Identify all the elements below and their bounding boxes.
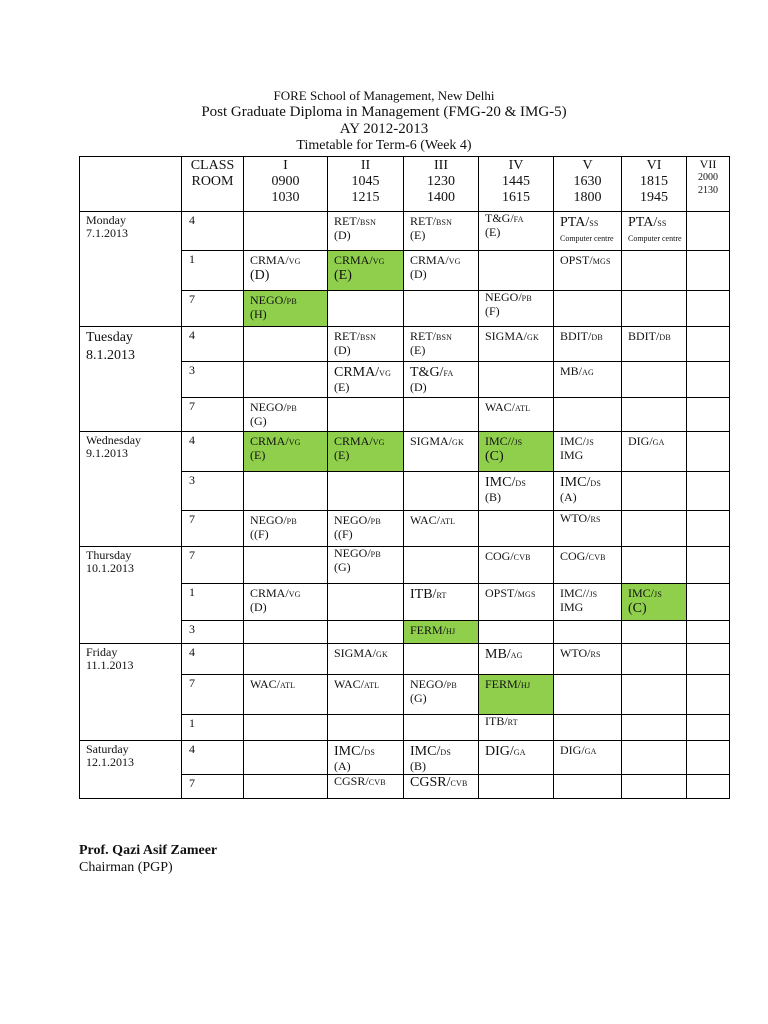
slot-cell xyxy=(687,327,730,362)
slot-cell: ITB/RT xyxy=(479,715,554,741)
room-cell: 4 xyxy=(182,432,244,472)
room-cell: 7 xyxy=(182,775,244,799)
room-cell: 7 xyxy=(182,675,244,715)
slot-cell-highlighted: IMC//JS (C) xyxy=(479,432,554,472)
slot-cell: IMC/DS (B) xyxy=(479,472,554,511)
slot-cell: DIG/GA xyxy=(479,741,554,775)
signature-block xyxy=(79,842,217,876)
slot-cell: BDIT/DB xyxy=(554,327,622,362)
slot-cell xyxy=(244,644,328,675)
row-0 xyxy=(80,212,730,251)
row-9 xyxy=(80,547,730,584)
row-12 xyxy=(80,644,730,675)
slot-cell: IMC/JS IMG xyxy=(554,432,622,472)
slot-cell: NEGO/PB ((F) xyxy=(244,511,328,547)
slot-cell xyxy=(244,741,328,775)
day-tuesday: Tuesday 8.1.2013 xyxy=(80,327,182,432)
slot-cell: BDIT/DB xyxy=(622,327,687,362)
slot-cell xyxy=(404,472,479,511)
slot-cell: WAC/ATL xyxy=(244,675,328,715)
slot-cell: IMC/DS (B) xyxy=(404,741,479,775)
slot-cell xyxy=(622,398,687,432)
slot-cell: CGSR/CVB xyxy=(328,775,404,799)
slot-cell: OPST/MGS xyxy=(554,251,622,291)
slot-cell xyxy=(622,251,687,291)
slot-cell: OPST/MGS xyxy=(479,584,554,621)
slot-cell: MB/AG xyxy=(554,362,622,398)
day-friday: Friday 11.1.2013 xyxy=(80,644,182,741)
slot-cell: WTO/RS xyxy=(554,511,622,547)
slot-cell: NEGO/PB ((F) xyxy=(328,511,404,547)
room-cell: 4 xyxy=(182,741,244,775)
timetable xyxy=(79,156,730,799)
slot-cell xyxy=(404,398,479,432)
slot-cell xyxy=(622,675,687,715)
slot-cell: T&G/FA (E) xyxy=(479,212,554,251)
slot-cell xyxy=(687,547,730,584)
slot-cell: RET/BSN (E) xyxy=(404,327,479,362)
classroom-header: CLASS ROOM xyxy=(182,157,244,212)
day-thursday: Thursday 10.1.2013 xyxy=(80,547,182,644)
slot-cell: SIGMA/GK xyxy=(479,327,554,362)
slot-cell: CGSR/CVB xyxy=(404,775,479,799)
signatory-name: Prof. Qazi Asif Zameer xyxy=(79,843,218,858)
slot-cell: ITB/RT xyxy=(404,584,479,621)
slot-header-5: V 1630 1800 xyxy=(554,157,622,212)
slot-cell: RET/BSN (D) xyxy=(328,212,404,251)
slot-cell xyxy=(622,511,687,547)
slot-cell: COG/CVB xyxy=(479,547,554,584)
timetable-title: Timetable for Term-6 (Week 4) xyxy=(296,138,472,153)
academic-year: AY 2012-2013 xyxy=(339,121,429,137)
slot-cell: IMC/DS (A) xyxy=(554,472,622,511)
day-monday: Monday 7.1.2013 xyxy=(80,212,182,327)
slot-header-3: III 1230 1400 xyxy=(404,157,479,212)
slot-cell xyxy=(687,511,730,547)
slot-cell: IMC//JS IMG xyxy=(554,584,622,621)
slot-cell xyxy=(244,621,328,644)
slot-cell: CRMA/VG (D) xyxy=(244,584,328,621)
slot-cell xyxy=(244,212,328,251)
slot-cell xyxy=(622,291,687,327)
slot-cell xyxy=(687,251,730,291)
slot-cell-highlighted: FERM/HJ xyxy=(479,675,554,715)
room-cell: 1 xyxy=(182,715,244,741)
slot-cell xyxy=(622,472,687,511)
slot-cell xyxy=(554,291,622,327)
slot-cell: MB/AG xyxy=(479,644,554,675)
slot-header-1: I 0900 1030 xyxy=(244,157,328,212)
slot-cell: IMC/DS (A) xyxy=(328,741,404,775)
room-cell: 7 xyxy=(182,398,244,432)
slot-cell xyxy=(479,621,554,644)
slot-cell xyxy=(687,472,730,511)
slot-cell xyxy=(687,741,730,775)
slot-cell xyxy=(328,398,404,432)
slot-cell: RET/BSN (D) xyxy=(328,327,404,362)
slot-cell: SIGMA/GK xyxy=(404,432,479,472)
slot-cell: NEGO/PB (F) xyxy=(479,291,554,327)
room-cell: 7 xyxy=(182,291,244,327)
slot-cell xyxy=(687,715,730,741)
slot-cell xyxy=(687,432,730,472)
slot-cell xyxy=(687,584,730,621)
room-cell: 3 xyxy=(182,472,244,511)
slot-cell-highlighted: NEGO/PB (H) xyxy=(244,291,328,327)
slot-cell: DIG/GA xyxy=(554,741,622,775)
slot-cell: WAC/ATL xyxy=(479,398,554,432)
slot-cell xyxy=(328,584,404,621)
slot-cell xyxy=(622,547,687,584)
room-cell: 1 xyxy=(182,251,244,291)
slot-cell: WTO/RS xyxy=(554,644,622,675)
slot-cell xyxy=(687,775,730,799)
room-cell: 7 xyxy=(182,547,244,584)
slot-cell: PTA/SS Computer centre xyxy=(554,212,622,251)
slot-cell xyxy=(554,715,622,741)
slot-cell xyxy=(479,362,554,398)
slot-cell xyxy=(622,644,687,675)
slot-header-4: IV 1445 1615 xyxy=(479,157,554,212)
program-title: Post Graduate Diploma in Management (FMG-20 & IMG-5) xyxy=(201,104,567,120)
slot-cell xyxy=(622,715,687,741)
slot-cell: SIGMA/GK xyxy=(328,644,404,675)
slot-cell: WAC/ATL xyxy=(404,511,479,547)
room-cell: 4 xyxy=(182,327,244,362)
room-cell: 7 xyxy=(182,511,244,547)
slot-cell: WAC/ATL xyxy=(328,675,404,715)
slot-cell xyxy=(622,621,687,644)
slot-cell xyxy=(244,547,328,584)
header-row xyxy=(80,157,730,212)
slot-cell xyxy=(687,362,730,398)
slot-cell xyxy=(244,775,328,799)
slot-cell xyxy=(687,644,730,675)
slot-cell xyxy=(244,715,328,741)
slot-cell xyxy=(479,511,554,547)
slot-cell xyxy=(244,472,328,511)
day-wednesday: Wednesday 9.1.2013 xyxy=(80,432,182,547)
slot-cell xyxy=(554,675,622,715)
slot-cell xyxy=(328,621,404,644)
room-cell: 3 xyxy=(182,621,244,644)
slot-cell xyxy=(622,741,687,775)
slot-cell: DIG/GA xyxy=(622,432,687,472)
slot-cell-highlighted: FERM/HJ xyxy=(404,621,479,644)
row-15 xyxy=(80,741,730,775)
slot-header-2: II 1045 1215 xyxy=(328,157,404,212)
slot-cell: COG/CVB xyxy=(554,547,622,584)
slot-cell xyxy=(404,644,479,675)
slot-cell xyxy=(687,212,730,251)
slot-cell xyxy=(479,251,554,291)
slot-cell-highlighted: CRMA/VG (E) xyxy=(244,432,328,472)
slot-cell: PTA/SS Computer centre xyxy=(622,212,687,251)
slot-cell-highlighted: IMC/JS (C) xyxy=(622,584,687,621)
slot-cell xyxy=(328,472,404,511)
room-cell: 4 xyxy=(182,212,244,251)
slot-cell: NEGO/PB (G) xyxy=(244,398,328,432)
slot-cell xyxy=(687,398,730,432)
slot-cell xyxy=(622,362,687,398)
row-6 xyxy=(80,432,730,472)
slot-cell-highlighted: CRMA/VG (E) xyxy=(328,432,404,472)
slot-cell: T&G/FA (D) xyxy=(404,362,479,398)
slot-cell: CRMA/VG (E) xyxy=(328,362,404,398)
slot-header-6: VI 1815 1945 xyxy=(622,157,687,212)
slot-cell: NEGO/PB (G) xyxy=(404,675,479,715)
slot-header-7: VII 2000 2130 xyxy=(687,157,730,212)
school-name: FORE School of Management, New Delhi xyxy=(273,88,495,103)
slot-cell xyxy=(404,715,479,741)
slot-cell xyxy=(554,621,622,644)
slot-cell xyxy=(479,775,554,799)
slot-cell: RET/BSN (E) xyxy=(404,212,479,251)
signatory-title: Chairman (PGP) xyxy=(79,860,173,875)
slot-cell xyxy=(328,715,404,741)
slot-cell xyxy=(554,398,622,432)
slot-cell xyxy=(687,291,730,327)
slot-cell xyxy=(404,547,479,584)
slot-cell xyxy=(244,327,328,362)
slot-cell: NEGO/PB (G) xyxy=(328,547,404,584)
day-header-blank xyxy=(80,157,182,212)
room-cell: 3 xyxy=(182,362,244,398)
day-saturday: Saturday 12.1.2013 xyxy=(80,741,182,799)
slot-cell-highlighted: CRMA/VG (E) xyxy=(328,251,404,291)
slot-cell xyxy=(687,621,730,644)
room-cell: 4 xyxy=(182,644,244,675)
slot-cell: CRMA/VG (D) xyxy=(404,251,479,291)
slot-cell xyxy=(328,291,404,327)
slot-cell: CRMA/VG (D) xyxy=(244,251,328,291)
room-cell: 1 xyxy=(182,584,244,621)
slot-cell xyxy=(622,775,687,799)
slot-cell xyxy=(687,675,730,715)
slot-cell xyxy=(404,291,479,327)
slot-cell xyxy=(554,775,622,799)
row-3 xyxy=(80,327,730,362)
slot-cell xyxy=(244,362,328,398)
